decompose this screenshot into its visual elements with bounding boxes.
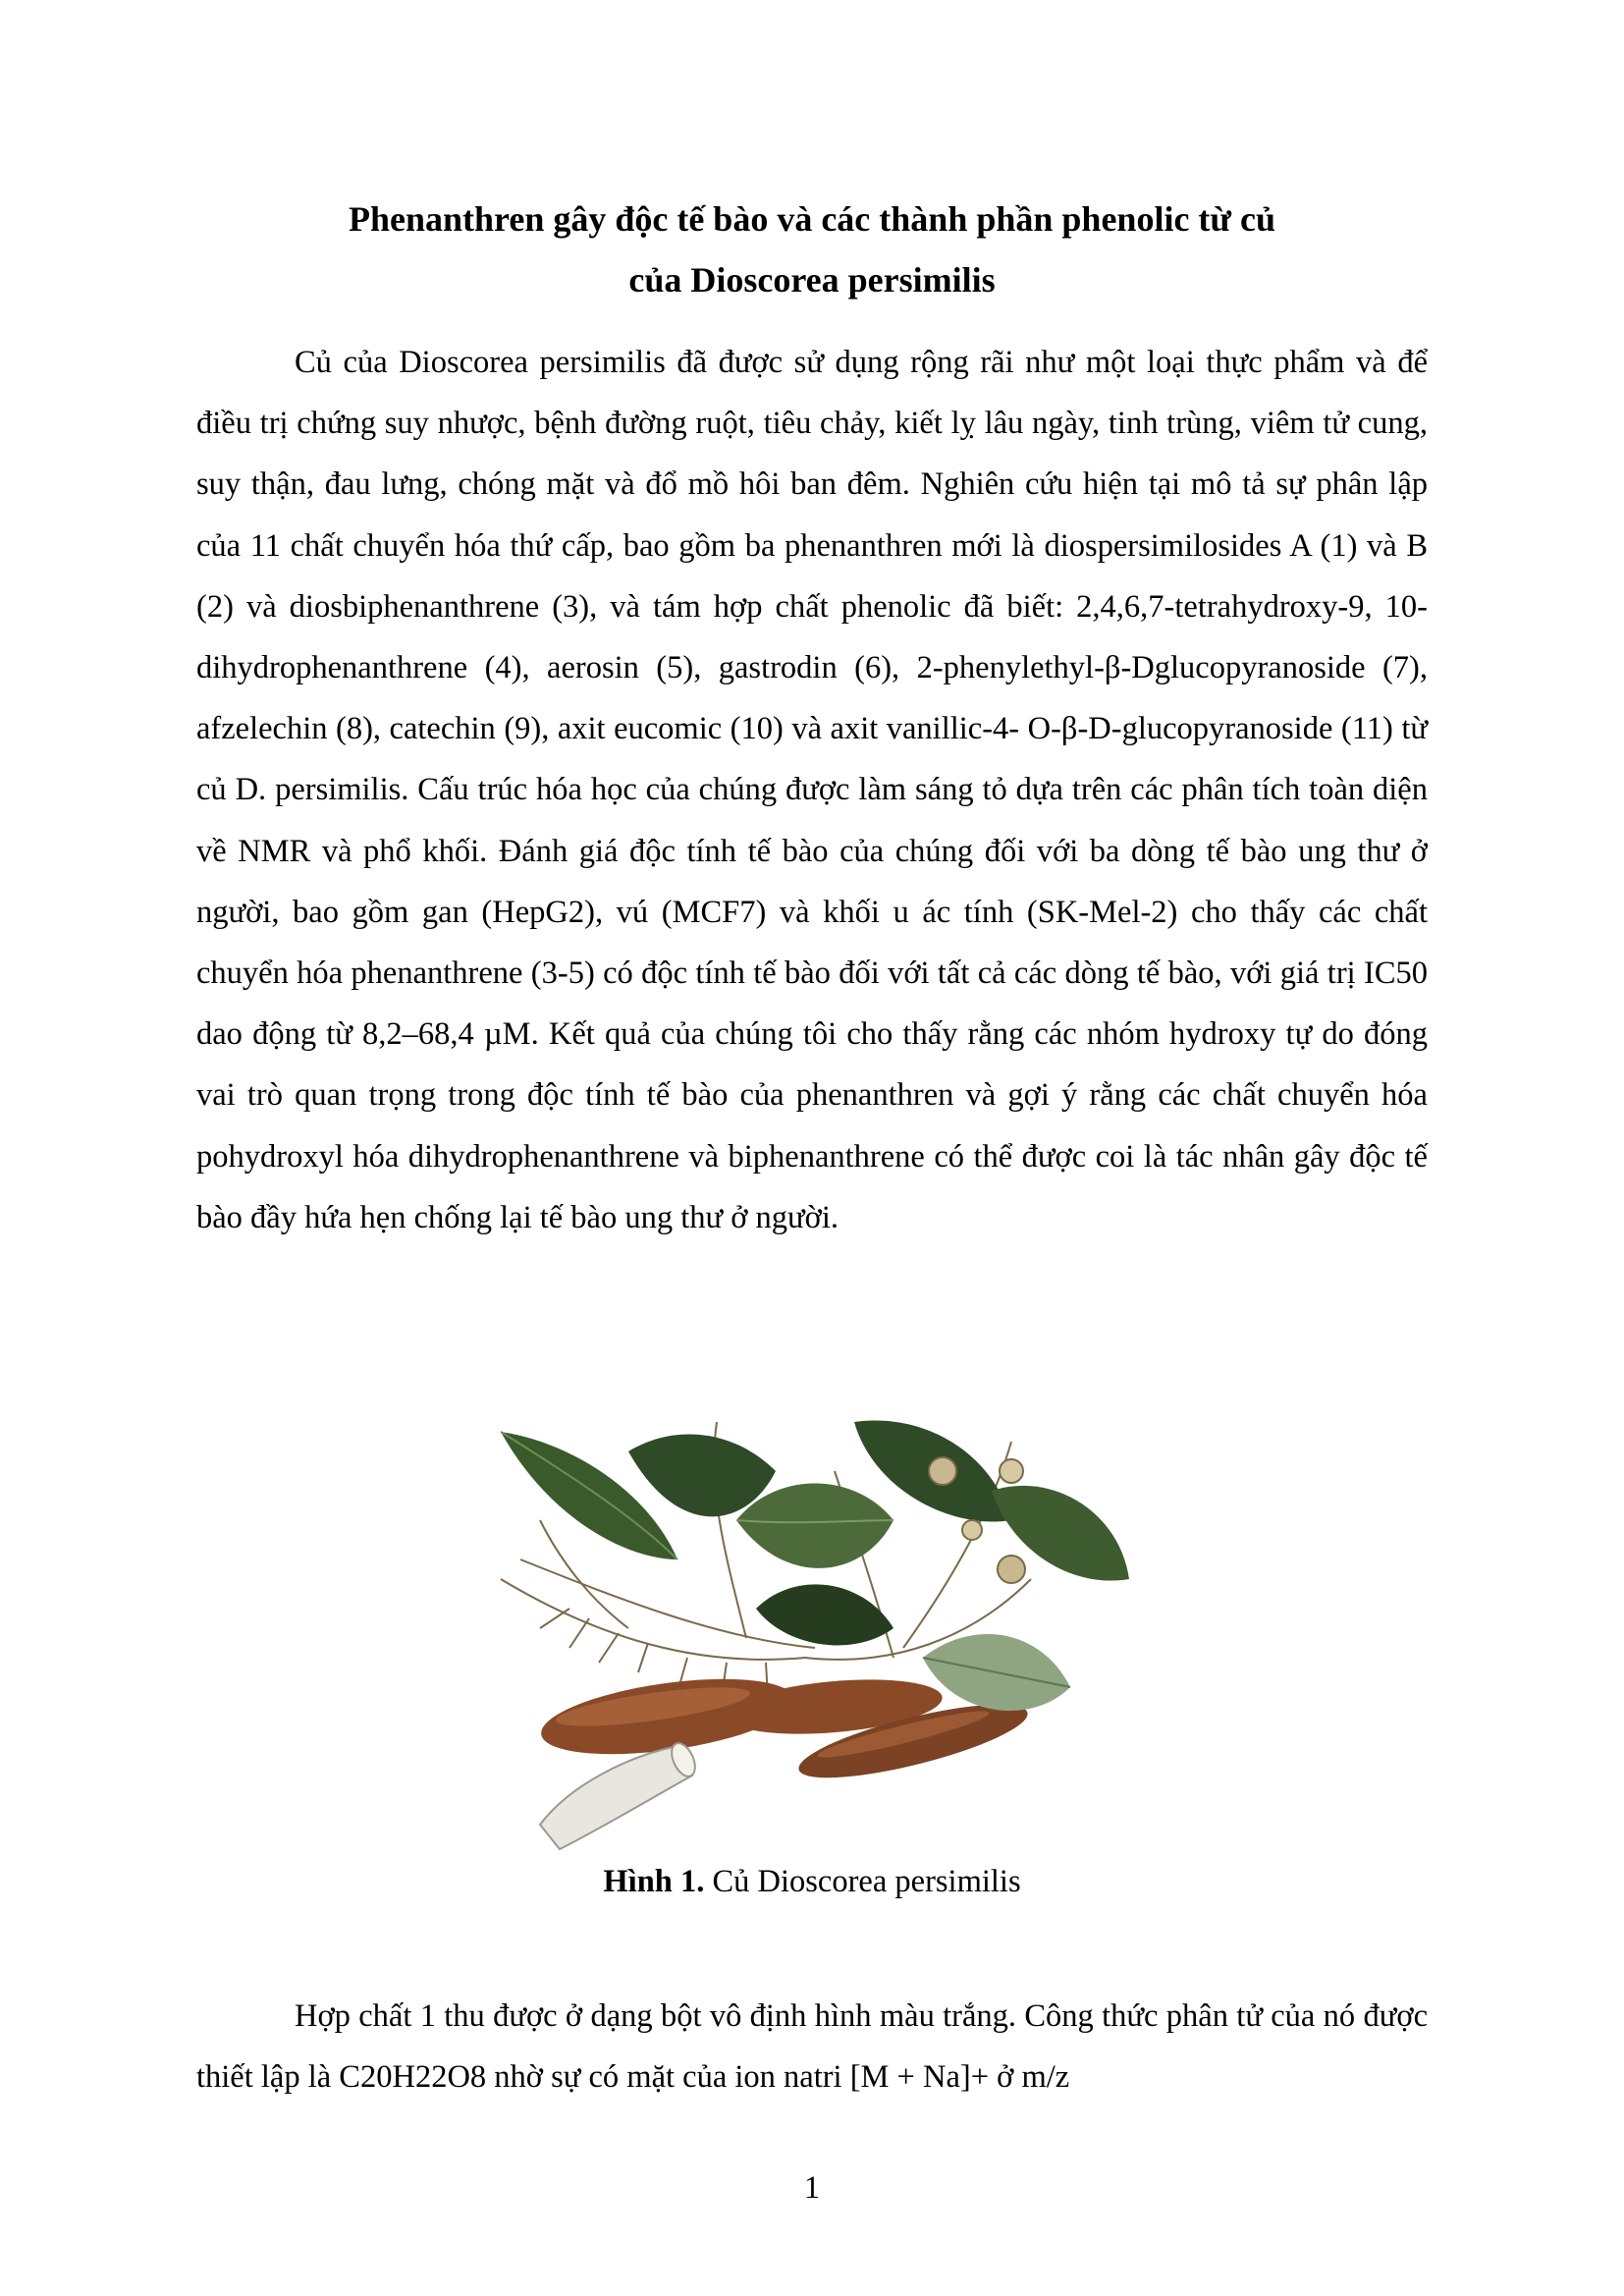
- page-number: 1: [803, 2170, 821, 2206]
- figure-caption-text: Củ Dioscorea persimilis: [704, 1864, 1021, 1899]
- abstract-paragraph: Củ của Dioscorea persimilis đã được sử dụng rộng rãi như một loại thực phẩm và để điều trị chứng suy nhược, bệnh đường ruột, tiêu chảy, kiết lỵ lâu ngày, tinh trùng, viêm tử cung, suy thận, đau lưng, chóng mặt và đổ mồ hôi ban đêm. Nghiên cứu hiện tại mô tả sự phân lập của 11 chất chuyển hóa thứ cấp, bao gồm ba phenanthren mới là diospersimilosides A (1) và B (2) và diosbiphenanthrene (3), và tám hợp chất phenolic đã biết: 2,4,6,7-tetrahydroxy-9, 10-dihydrophenanthrene (4), aerosin (5), gastrodin (6), 2-phenylethyl-β-Dglucopyranoside (7), afzelechin (8), catechin (9), axit eucomic (10) và axit vanillic-4- O-β-D-glucopyranoside (11) từ củ D. persimilis. Cấu trúc hóa học của chúng được làm sáng tỏ dựa trên các phân tích toàn diện về NMR và phổ khối. Đánh giá độc tính tế bào của chúng đối với ba dòng tế bào ung thư ở người, bao gồm gan (HepG2), vú (MCF7) và khối u ác tính (SK-Mel-2) cho thấy các chất chuyển hóa phenanthrene (3-5) có độc tính tế bào đối với tất cả các dòng tế bào, với giá trị IC50 dao động từ 8,2–68,4 µM. Kết quả của chúng tôi cho thấy rằng các nhóm hydroxy tự do đóng vai trò quan trọng trong độc tính tế bào của phenanthren và gợi ý rằng các chất chuyển hóa pohydroxyl hóa dihydrophenanthrene và biphenanthrene có thể được coi là tác nhân gây độc tế bào đầy hứa hẹn chống lại tế bào ung thư ở người.: [196, 345, 1428, 1235]
- title-line-2: của Dioscorea persimilis: [628, 260, 996, 300]
- title-line-1: Phenanthren gây độc tế bào và các thành phần phenolic từ củ: [348, 199, 1276, 239]
- cut-tuber: [540, 1739, 700, 1849]
- figure-caption: [196, 1860, 1428, 1903]
- leaves: [501, 1420, 1129, 1711]
- figure-dioscorea-illustration: [481, 1412, 1141, 1866]
- document-title: [196, 189, 1428, 310]
- dioscorea-plant-illustration: [481, 1412, 1141, 1866]
- body-paragraph: Hợp chất 1 thu được ở dạng bột vô định hình màu trắng. Công thức phân tử của nó được thiết lập là C20H22O8 nhờ sự có mặt của ion natri [M + Na]+ ở m/z: [196, 1998, 1428, 2096]
- figure-caption-label: Hình 1.: [603, 1864, 705, 1899]
